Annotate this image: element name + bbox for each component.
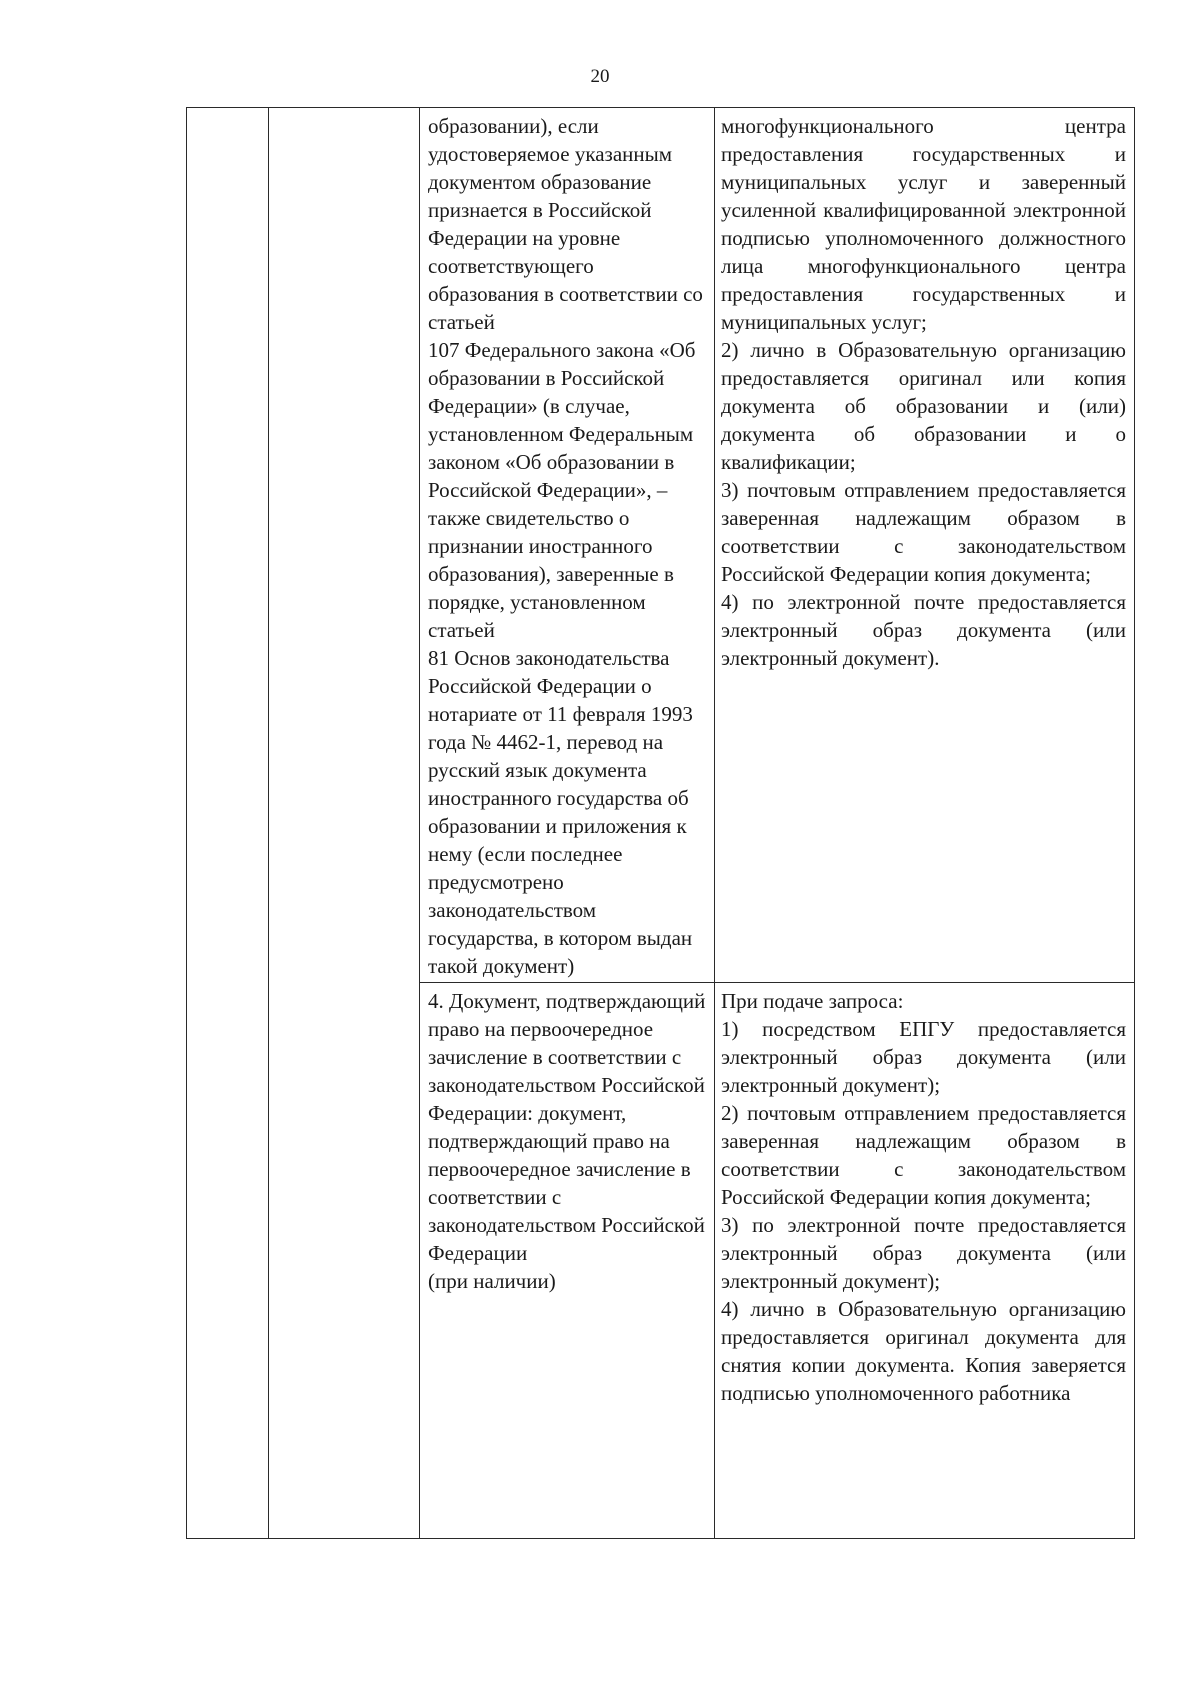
requirements-table <box>186 107 1135 1539</box>
method-paragraph: 3) почтовым отправлением предоставляется заверенная надлежащим образом в соответствии с законодательством Российской Федерации копия документа; <box>721 478 1126 586</box>
method-paragraph: 2) почтовым отправлением предоставляется заверенная надлежащим образом в соответствии с законодательством Российской Федерации копия документа; <box>721 1101 1126 1209</box>
submission-method-cell <box>715 983 1135 1539</box>
table-row <box>187 108 1135 983</box>
service-column-cell <box>269 108 420 1539</box>
method-paragraph: 4) лично в Образовательную организацию предоставляется оригинал документа для снятия копии документа. Копия заверяется подписью уполномоченного работника <box>721 1297 1126 1405</box>
document-description-cell <box>420 983 715 1539</box>
submission-method-cell <box>715 108 1135 983</box>
method-paragraph: 4) по электронной почте предоставляется электронный образ документа (или электронный документ). <box>721 590 1126 670</box>
document-description-cell <box>420 108 715 983</box>
method-paragraph: 3) по электронной почте предоставляется электронный образ документа (или электронный документ); <box>721 1213 1126 1293</box>
document-description-text: образовании), если удостоверяемое указанным документом образование признается в Российской Федерации на уровне соответствующего образования в соответствии со статьей 107 Федерального закона «Об образовании в Российской Федерации» (в случае, установленном Федеральным законом «Об образовании в Российской Федерации», – также свидетельство о признании иностранного образования), заверенные в порядке, установленном статьей 81 Основ законодательства Российской Федерации о нотариате от 11 февраля 1993 года № 4462-1, перевод на русский язык документа иностранного государства об образовании и приложения к нему (если последнее предусмотрено законодательством государства, в котором выдан такой документ) <box>428 114 703 978</box>
page-number: 20 <box>590 66 610 87</box>
document-description-text: 4. Документ, подтверждающий право на первоочередное зачисление в соответствии с законодательством Российской Федерации: документ, подтверждающий право на первоочередное зачисление в соответствии с законодательством Российской Федерации (при наличии) <box>428 989 706 1293</box>
method-paragraph: 2) лично в Образовательную организацию предоставляется оригинал или копия документа об образовании и (или) документа об образовании и о квалификации; <box>721 338 1126 474</box>
method-paragraph: многофункционального центра предоставления государственных и муниципальных услуг и заверенный усиленной квалифицированной электронной подписью уполномоченного должностного лица многофункционального центра предоставления государственных и муниципальных услуг; <box>721 114 1126 334</box>
number-column-cell <box>187 108 269 1539</box>
method-paragraph: При подаче запроса: <box>721 989 904 1013</box>
method-paragraph: 1) посредством ЕПГУ предоставляется электронный образ документа (или электронный документ); <box>721 1017 1126 1097</box>
